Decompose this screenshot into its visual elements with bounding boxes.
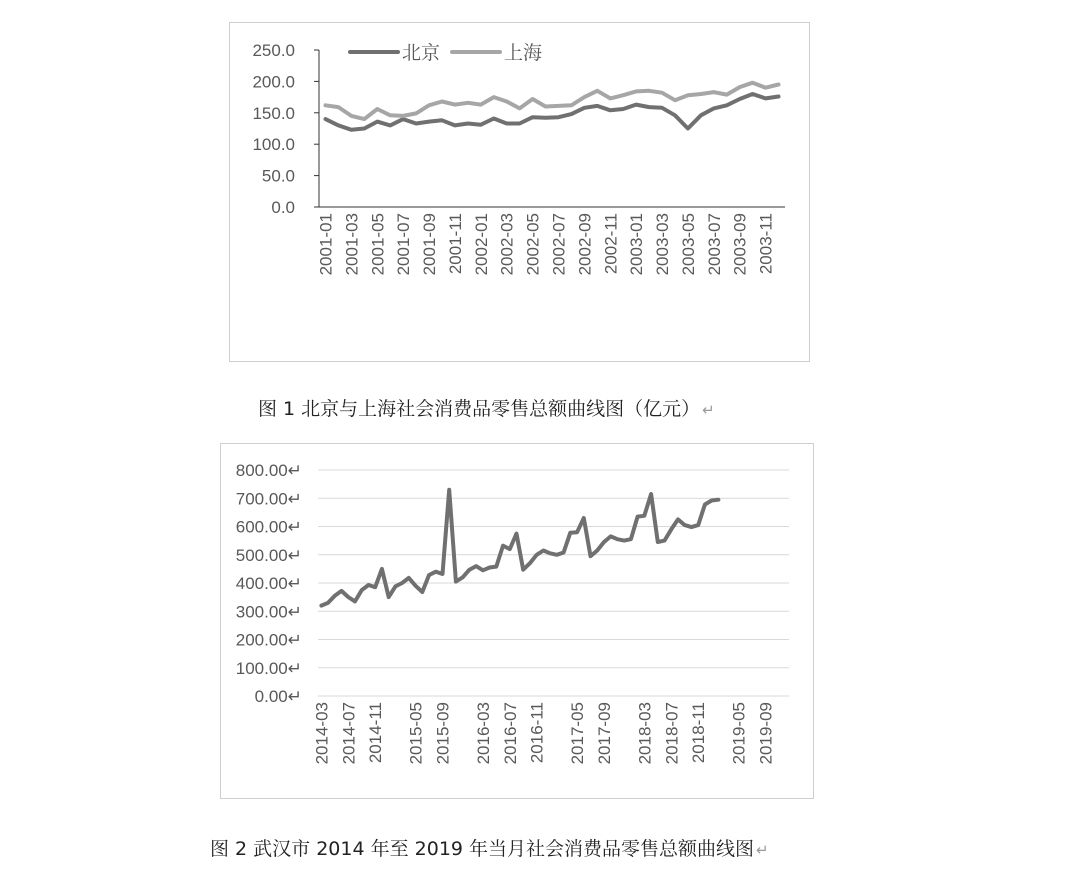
y-tick-label-5: 500.00↵ [235, 545, 302, 565]
x-tick-label-3: 2015-05 [406, 702, 426, 765]
y-tick-label-4: 200.0 [252, 72, 295, 92]
x-tick-label-0: 2001-01 [316, 213, 336, 276]
x-tick-label-14: 2019-09 [756, 702, 776, 765]
y-tick-label-2: 200.00↵ [235, 630, 302, 650]
return-mark-icon: ↵ [756, 841, 769, 859]
y-tick-label-2: 100.0 [252, 135, 295, 155]
x-tick-label-6: 2002-01 [471, 213, 491, 276]
x-tick-label-10: 2002-09 [575, 213, 595, 276]
chart-2-plot [221, 444, 815, 800]
y-tick-label-4: 400.00↵ [235, 574, 302, 593]
x-tick-label-6: 2016-07 [500, 702, 520, 765]
x-tick-label-17: 2003-11 [756, 213, 776, 275]
legend-label-1: 上海 [504, 42, 543, 64]
x-tick-label-2: 2001-05 [368, 213, 388, 276]
chart-2-frame [220, 443, 814, 799]
x-tick-label-16: 2003-09 [730, 213, 750, 276]
x-tick-label-9: 2002-07 [549, 213, 569, 276]
x-tick-label-9: 2017-09 [594, 702, 614, 765]
series-line-0 [321, 490, 718, 606]
x-tick-label-13: 2019-05 [729, 702, 749, 765]
x-tick-label-14: 2003-05 [678, 212, 698, 276]
x-tick-label-11: 2018-07 [662, 702, 682, 765]
x-tick-label-8: 2017-05 [568, 702, 588, 765]
y-tick-label-8: 800.00↵ [235, 461, 302, 480]
x-tick-label-13: 2003-03 [653, 213, 673, 276]
chart-1-plot [230, 23, 811, 363]
x-tick-label-2: 2014-11 [366, 702, 386, 764]
y-tick-label-0: 0.0 [271, 198, 295, 217]
x-tick-label-11: 2002-11 [601, 213, 621, 275]
y-tick-label-6: 600.00↵ [235, 517, 302, 537]
y-tick-label-7: 700.00↵ [235, 489, 302, 509]
y-tick-label-5: 250.0 [252, 41, 295, 60]
y-tick-label-1: 50.0 [261, 166, 295, 186]
x-tick-label-7: 2002-03 [497, 213, 517, 276]
y-tick-label-0: 0.00↵ [254, 687, 302, 706]
x-tick-label-12: 2018-11 [689, 702, 709, 764]
legend-label-0: 北京 [402, 42, 441, 64]
x-tick-label-12: 2003-01 [627, 213, 647, 276]
x-tick-label-15: 2003-07 [704, 213, 724, 276]
series-line-北京 [326, 94, 779, 130]
x-tick-label-3: 2001-07 [394, 213, 414, 276]
series-line-上海 [326, 83, 779, 119]
x-tick-label-0: 2014-03 [312, 702, 332, 765]
x-tick-label-10: 2018-03 [635, 702, 655, 765]
x-tick-label-1: 2001-03 [342, 213, 362, 276]
figure-1-caption [258, 394, 715, 421]
figure-1-caption-text: 图 1 北京与上海社会消费品零售总额曲线图（亿元） [258, 398, 701, 420]
x-tick-label-4: 2015-09 [433, 702, 453, 765]
figure-2-caption [210, 834, 769, 861]
y-tick-label-3: 300.00↵ [235, 602, 302, 622]
figure-2-caption-text: 图 2 武汉市 2014 年至 2019 年当月社会消费品零售总额曲线图 [210, 838, 755, 860]
x-tick-label-5: 2001-11 [445, 213, 465, 275]
return-mark-icon: ↵ [702, 401, 715, 419]
x-tick-label-4: 2001-09 [420, 213, 440, 276]
y-tick-label-1: 100.00↵ [235, 658, 302, 678]
x-tick-label-8: 2002-05 [523, 213, 543, 276]
x-tick-label-7: 2016-11 [527, 702, 547, 764]
x-tick-label-5: 2016-03 [473, 702, 493, 765]
x-tick-label-1: 2014-07 [339, 702, 359, 765]
chart-1-frame [229, 22, 810, 362]
y-tick-label-3: 150.0 [252, 103, 295, 123]
